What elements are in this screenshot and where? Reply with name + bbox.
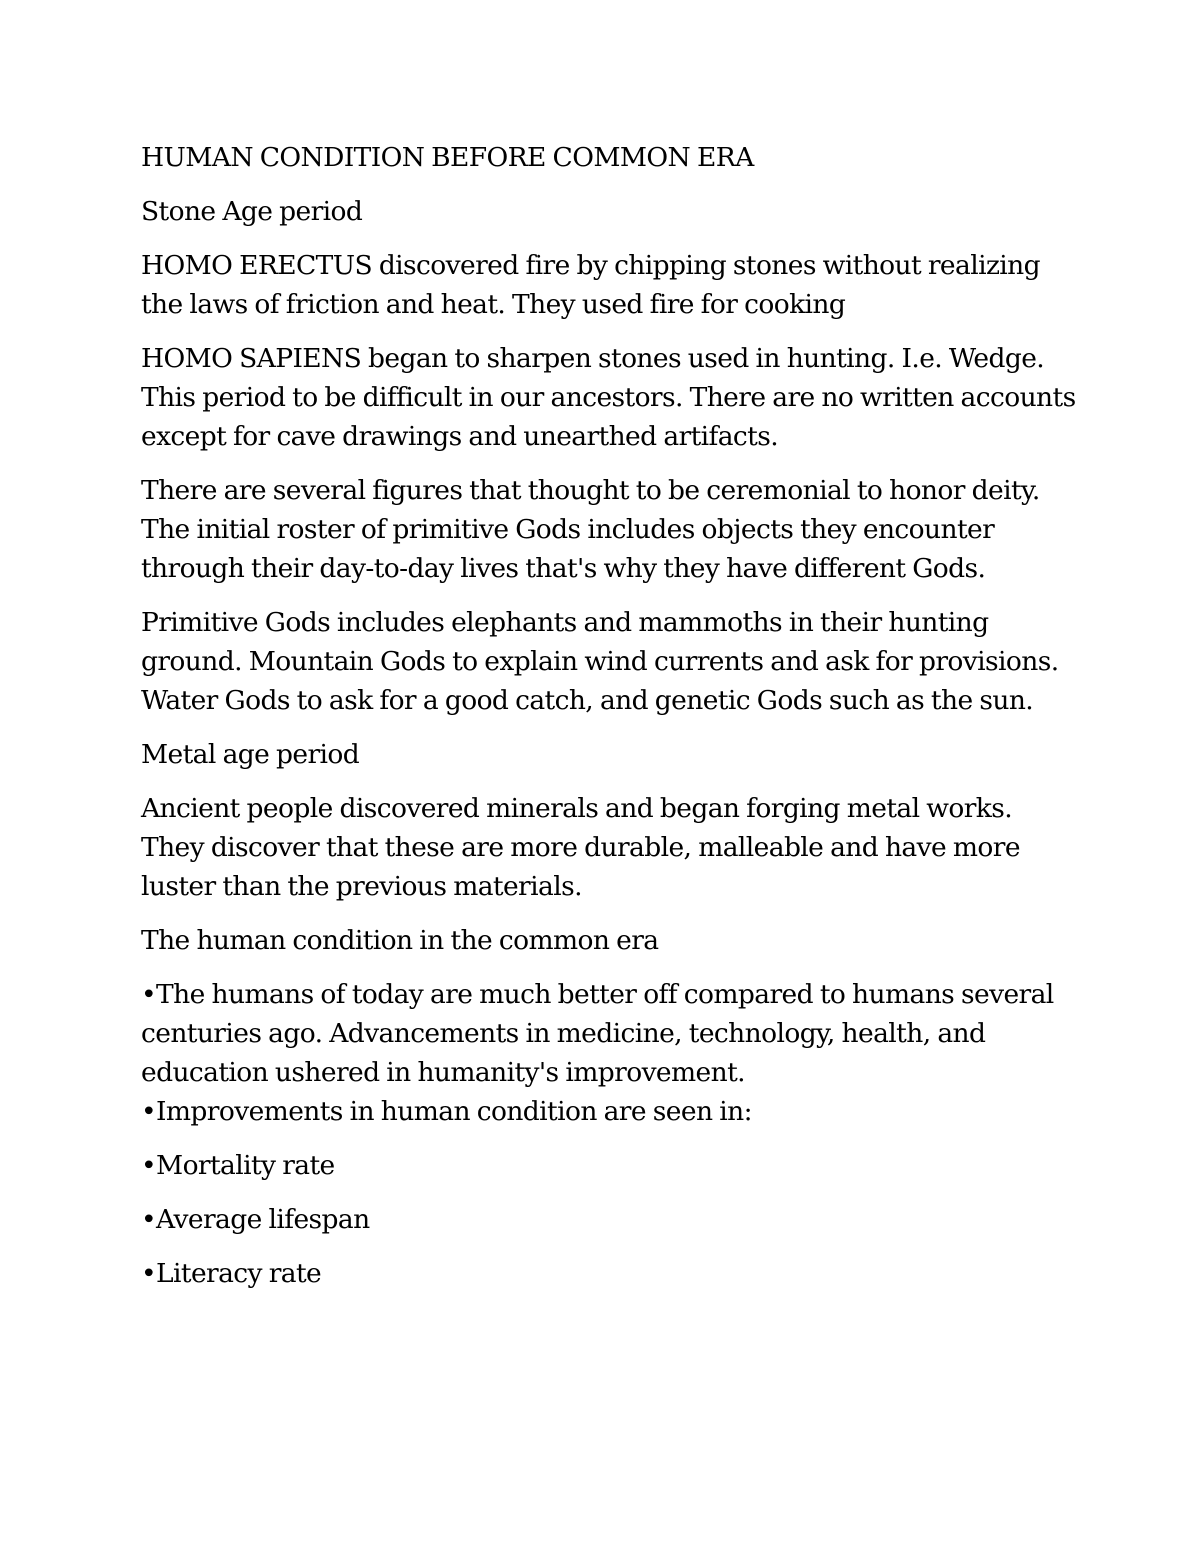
- bullet-improvements: •Improvements in human condition are seen in:: [141, 1096, 752, 1127]
- section-heading-common-era: The human condition in the common era: [141, 925, 659, 956]
- bullet-mortality-rate: •Mortality rate: [141, 1150, 335, 1181]
- section-heading-stone-age: Stone Age period: [141, 196, 363, 227]
- paragraph-homo-erectus: HOMO ERECTUS discovered fire by chipping stones without realizing the laws of friction and heat. They used fire for cooking: [141, 250, 1041, 320]
- section-heading-metal-age: Metal age period: [141, 739, 360, 770]
- document-title: HUMAN CONDITION BEFORE COMMON ERA: [141, 142, 754, 173]
- paragraph-primitive-gods: Primitive Gods includes elephants and mammoths in their hunting ground. Mountain Gods to explain wind currents and ask for provisions. Water Gods to ask for a good catch, and genetic Gods such as the sun.: [141, 607, 1059, 716]
- paragraph-ceremonial-figures: There are several figures that thought to be ceremonial to honor deity. The initial roster of primitive Gods includes objects they encounter through their day-to-day lives that's why they have different Gods.: [141, 475, 1040, 584]
- paragraph-homo-sapiens: HOMO SAPIENS began to sharpen stones used in hunting. I.e. Wedge. This period to be difficult in our ancestors. There are no written accounts except for cave drawings and unearthed artifacts.: [141, 343, 1076, 452]
- paragraph-minerals: Ancient people discovered minerals and began forging metal works. They discover that these are more durable, malleable and have more luster than the previous materials.: [141, 793, 1020, 902]
- document-body: [141, 138, 1076, 1308]
- bullet-literacy-rate: •Literacy rate: [141, 1258, 322, 1289]
- bullet-humans-today: •The humans of today are much better off compared to humans several centuries ago. Advancements in medicine, technology, health, and education ushered in humanity's improvement.: [141, 979, 1054, 1088]
- bullet-average-lifespan: •Average lifespan: [141, 1204, 370, 1235]
